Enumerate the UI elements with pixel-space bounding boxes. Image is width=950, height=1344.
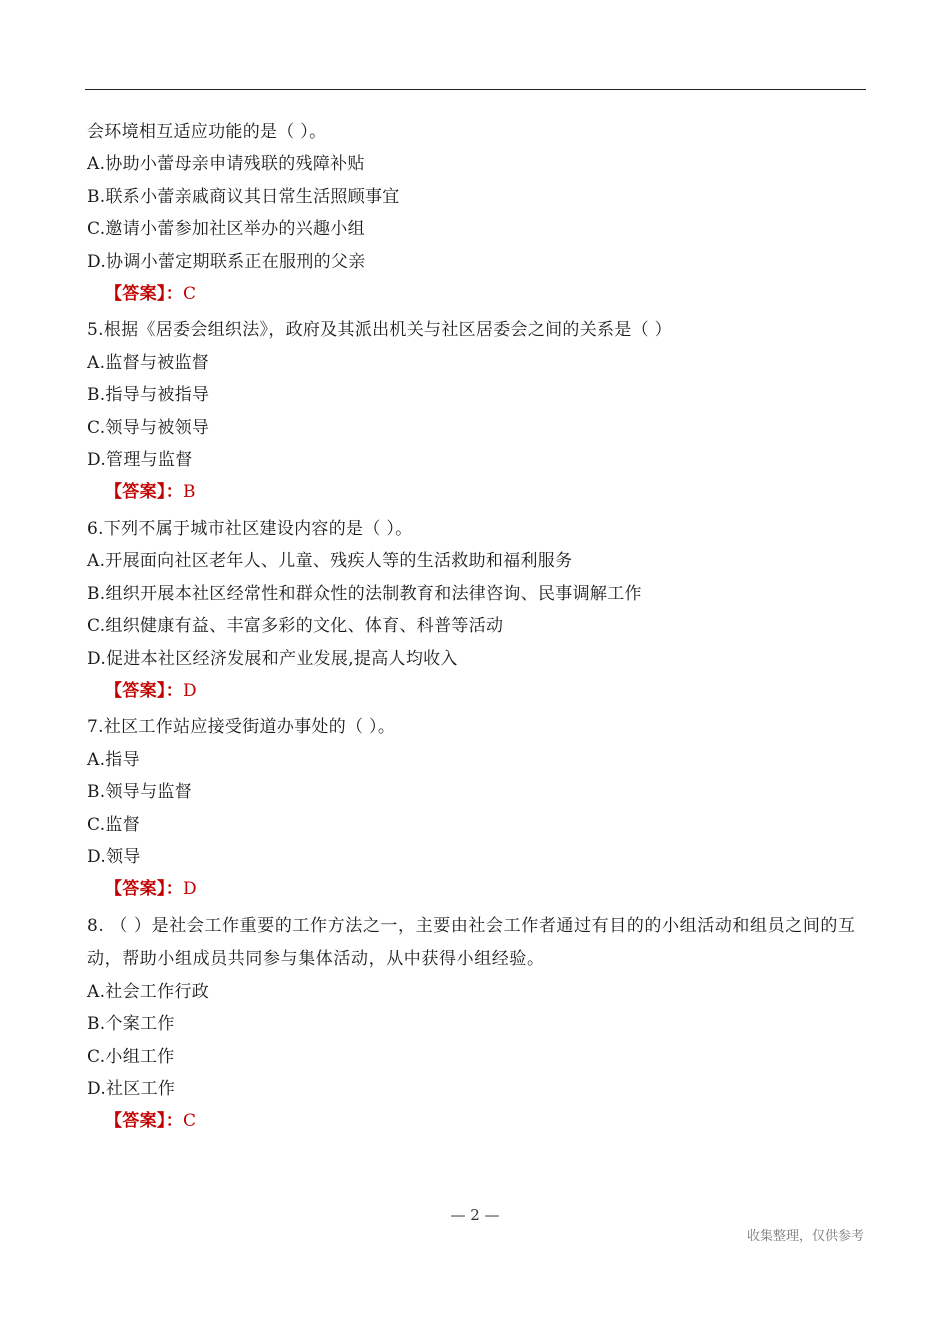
- answer-option: B.领导与监督: [87, 782, 192, 803]
- answer-value: C: [183, 284, 197, 305]
- answer-value: C: [183, 1111, 197, 1132]
- answer-label: 【答案】：: [105, 284, 183, 305]
- document-body: [87, 112, 867, 1140]
- answer-option: C.小组工作: [87, 1046, 175, 1067]
- answer-option: D.协调小蕾定期联系正在服刑的父亲: [87, 251, 366, 272]
- footer-note: 收集整理，仅供参考: [746, 1229, 864, 1244]
- answer-value: D: [183, 879, 197, 900]
- answer-value: B: [183, 482, 196, 503]
- answer-option: B.个案工作: [87, 1014, 175, 1035]
- answer-option: D.促进本社区经济发展和产业发展,提高人均收入: [87, 648, 458, 669]
- answer-option: B.联系小蕾亲戚商议其日常生活照顾事宜: [87, 186, 400, 207]
- answer-label: 【答案】：: [105, 680, 183, 701]
- question-text: 6.下列不属于城市社区建设内容的是（ ）。: [87, 518, 413, 539]
- answer-option: A.开展面向社区老年人、儿童、残疾人等的生活救助和福利服务: [87, 551, 573, 572]
- answer-option: D.社区工作: [87, 1078, 176, 1099]
- question-text: 8. （ ）是社会工作重要的工作方法之一，主要由社会工作者通过有目的的小组活动和组员之间的互动，帮助小组成员共同参与集体活动，从中获得小组经验。: [87, 915, 856, 969]
- page-number: — 2 —: [450, 1206, 500, 1224]
- answer-line: [87, 476, 867, 508]
- answer-option: A.监督与被监督: [87, 352, 210, 373]
- answer-option: A.指导: [87, 749, 140, 770]
- header-rule: [85, 89, 866, 90]
- answer-label: 【答案】：: [105, 1111, 183, 1132]
- answer-option: B.组织开展本社区经常性和群众性的法制教育和法律咨询、民事调解工作: [87, 583, 642, 604]
- answer-option: D.领导: [87, 846, 141, 867]
- answer-option: C.邀请小蕾参加社区举办的兴趣小组: [87, 219, 365, 240]
- answer-line: [87, 675, 867, 707]
- answer-option: C.领导与被领导: [87, 417, 210, 438]
- question-text: 7.社区工作站应接受街道办事处的（ ）。: [87, 717, 396, 738]
- answer-line: [87, 278, 867, 310]
- answer-option: C.监督: [87, 814, 141, 835]
- answer-option: A.协助小蕾母亲申请残联的残障补贴: [87, 154, 365, 175]
- answer-value: D: [183, 680, 197, 701]
- answer-option: A.社会工作行政: [87, 981, 210, 1002]
- answer-option: D.管理与监督: [87, 450, 193, 471]
- answer-label: 【答案】：: [105, 879, 183, 900]
- answer-label: 【答案】：: [105, 482, 183, 503]
- answer-line: [87, 1105, 867, 1137]
- question-text: 5.根据《居委会组织法》，政府及其派出机关与社区居委会之间的关系是（ ）: [87, 320, 672, 341]
- question-text: 会环境相互适应功能的是（ ）。: [87, 122, 327, 142]
- answer-option: C.组织健康有益、丰富多彩的文化、体育、科普等活动: [87, 616, 504, 637]
- answer-line: [87, 873, 867, 905]
- answer-option: B.指导与被指导: [87, 385, 210, 406]
